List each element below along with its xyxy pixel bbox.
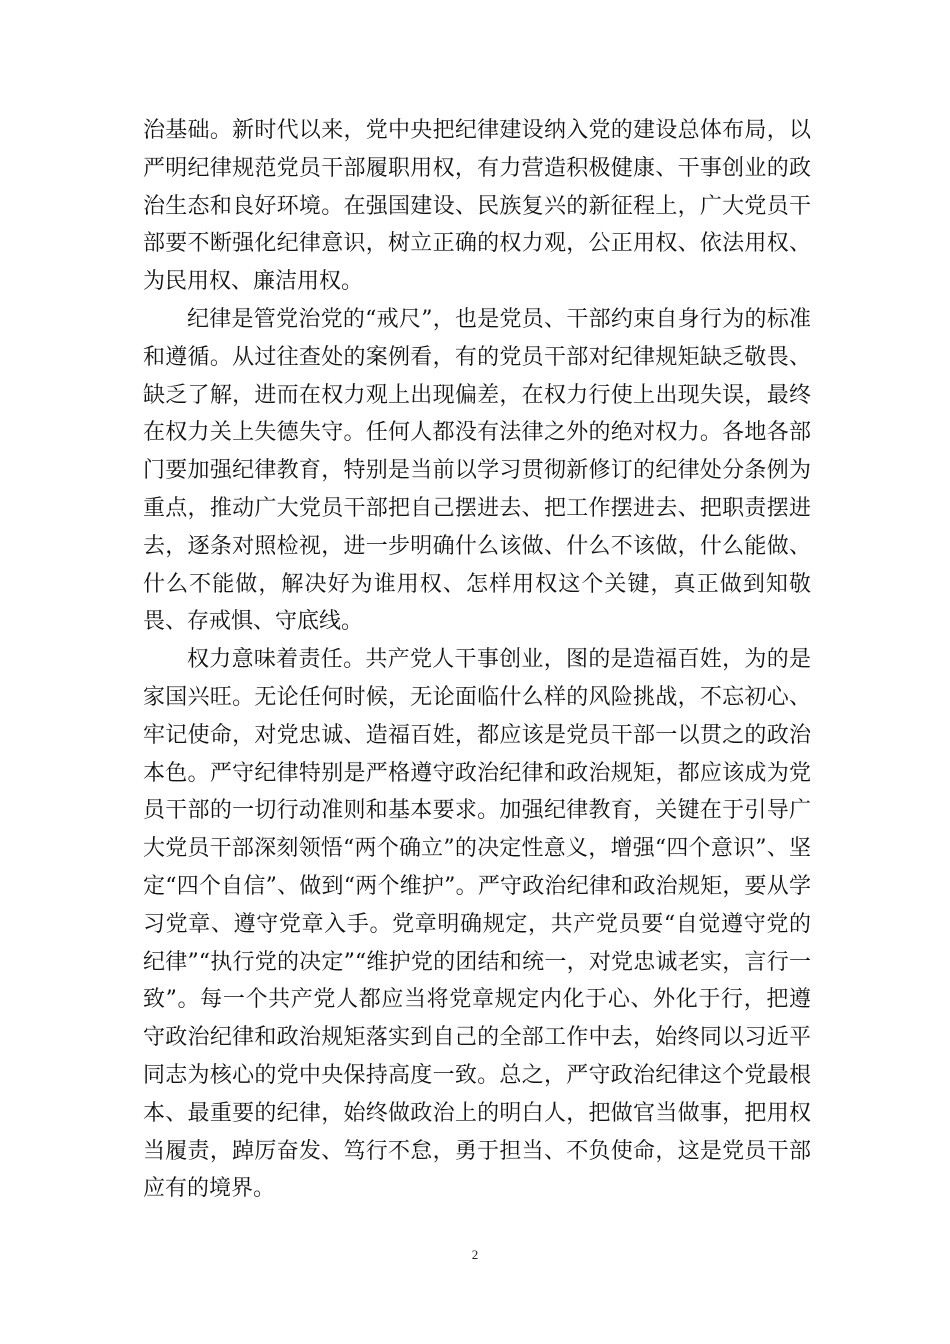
- body-text: [143, 112, 811, 1208]
- paragraph-2: 纪律是管党治党的“戒尺”，也是党员、干部约束自身行为的标准和遵循。从过往查处的案例看，有的党员干部对纪律规矩缺乏敬畏、缺乏了解，进而在权力观上出现偏差，在权力行使上出现失误，最终在权力关上失德失守。任何人都没有法律之外的绝对权力。各地各部门要加强纪律教育，特别是当前以学习贯彻新修订的纪律处分条例为重点，推动广大党员干部把自己摆进去、把工作摆进去、把职责摆进去，逐条对照检视，进一步明确什么该做、什么不该做，什么能做、什么不能做，解决好为谁用权、怎样用权这个关键，真正做到知敬畏、存戒惧、守底线。: [143, 306, 811, 635]
- page-number: 2: [471, 1247, 479, 1262]
- paragraph-3: 权力意味着责任。共产党人干事创业，图的是造福百姓，为的是家国兴旺。无论任何时候，无论面临什么样的风险挑战，不忘初心、牢记使命，对党忠诚、造福百姓，都应该是党员干部一以贯之的政治本色。严守纪律特别是严格遵守政治纪律和政治规矩，都应该成为党员干部的一切行动准则和基本要求。加强纪律教育，关键在于引导广大党员干部深刻领悟“两个确立”的决定性意义，增强“四个意识”、坚定“四个自信”、做到“两个维护”。严守政治纪律和政治规矩，要从学习党章、遵守党章入手。党章明确规定，共产党员要“自觉遵守党的纪律”“执行党的决定”“维护党的团结和统一，对党忠诚老实，言行一致”。每一个共产党人都应当将党章规定内化于心、外化于行，把遵守政治纪律和政治规矩落实到自己的全部工作中去，始终同以习近平同志为核心的党中央保持高度一致。总之，严守政治纪律这个党最根本、最重要的纪律，始终做政治上的明白人，把做官当做事，把用权当履责，踔厉奋发、笃行不怠，勇于担当、不负使命，这是党员干部应有的境界。: [143, 647, 811, 1202]
- paragraph-1: 治基础。新时代以来，党中央把纪律建设纳入党的建设总体布局，以严明纪律规范党员干部履职用权，有力营造积极健康、干事创业的政治生态和良好环境。在强国建设、民族复兴的新征程上，广大党员干部要不断强化纪律意识，树立正确的权力观，公正用权、依法用权、为民用权、廉洁用权。: [143, 118, 811, 295]
